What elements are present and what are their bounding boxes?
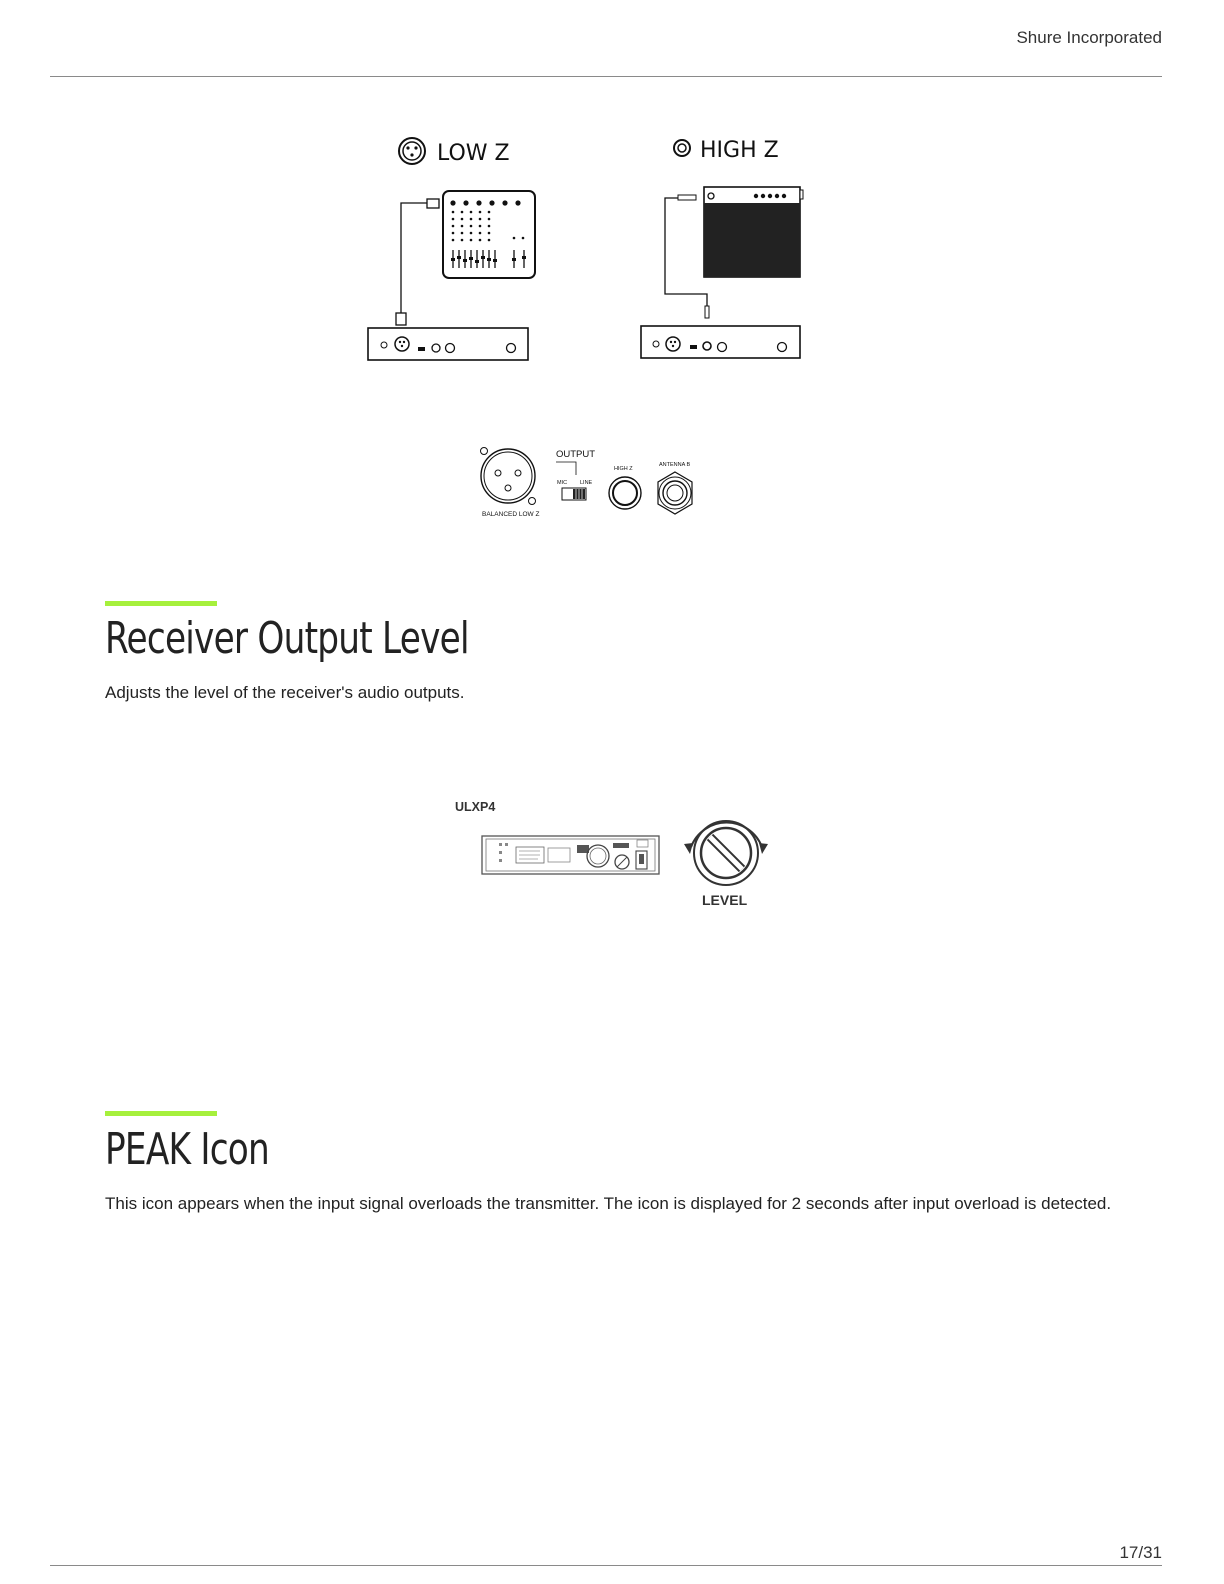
mixer-icon [443,191,535,278]
high-z-jack-icon [609,477,641,509]
line-label: LINE [580,480,593,486]
amplifier-icon [704,187,803,277]
section-body-receiver-output-level: Adjusts the level of the receiver's audio outputs. [105,683,465,702]
output-panel-diagram [470,440,710,525]
receiver-icon [641,326,800,358]
level-knob-diagram [450,795,780,915]
balanced-low-z-label: BALANCED LOW Z [482,511,540,518]
jack-connector-icon [674,140,690,156]
ulxp4-receiver-icon [482,836,659,874]
header-divider [50,76,1162,77]
page-number: 17/31 [1119,1543,1162,1562]
high-z-jack-label: HIGH Z [614,466,633,472]
xlr-output-connector-icon [481,448,536,505]
section-body-peak-icon: This icon appears when the input signal overloads the transmitter. The icon is displayed for 2 seconds after input overload is detected. [105,1194,1112,1213]
section-accent-bar [105,601,217,606]
level-label: LEVEL [702,892,748,908]
header-company-name: Shure Incorporated [1016,28,1162,47]
receiver-icon [368,328,528,360]
section-title-peak-icon: PEAK Icon [105,1124,269,1175]
output-label: OUTPUT [556,449,596,460]
high-z-label: HIGH Z [700,138,779,163]
ulxp4-label: ULXP4 [455,800,496,814]
antenna-connector-icon [658,472,692,514]
mic-line-switch [562,488,586,500]
xlr-connector-icon [399,138,425,164]
section-title-receiver-output-level: Receiver Output Level [105,613,469,664]
mic-label: MIC [557,480,568,486]
connection-diagram [360,128,820,368]
antenna-b-label: ANTENNA B [659,462,691,468]
low-z-label: LOW Z [437,141,510,166]
footer-divider [50,1565,1162,1566]
section-accent-bar [105,1111,217,1116]
